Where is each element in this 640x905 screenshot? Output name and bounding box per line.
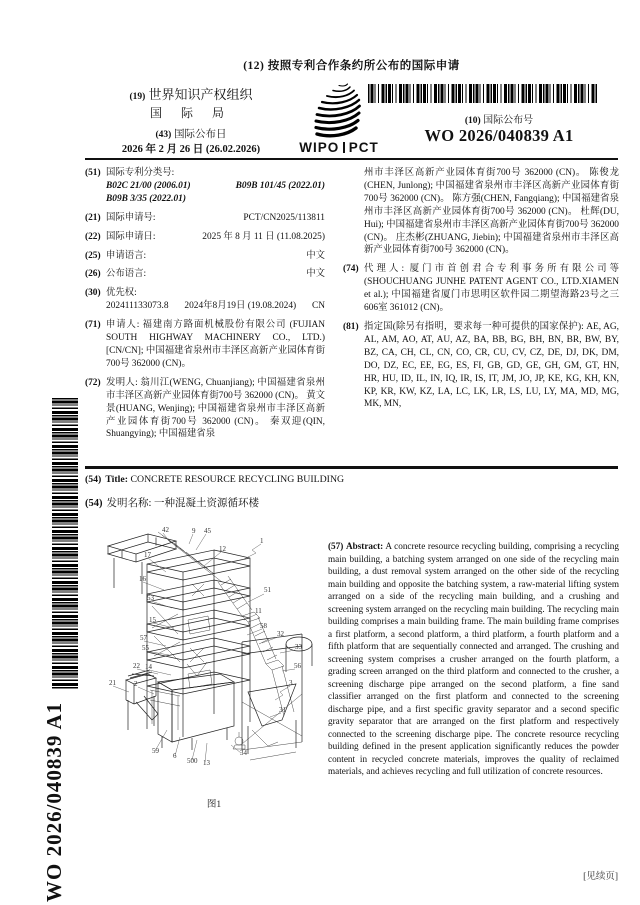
title-zh-value: 一种混凝土资源循环楼	[154, 498, 260, 509]
field-code-54: (54)	[85, 498, 103, 509]
field-applicant	[85, 319, 325, 371]
figure-label: 31	[279, 706, 286, 714]
title-zh-label: 发明名称:	[106, 498, 152, 509]
title-en-value: CONCRETE RESOURCE RECYCLING BUILDING	[130, 474, 345, 485]
figure-label: 9	[192, 527, 196, 535]
ipc-class-1: B02C 21/00 (2006.01)	[106, 180, 191, 191]
field-code: (30)	[85, 288, 101, 299]
field-code-43: (43)	[155, 130, 172, 140]
figure-label: 11	[255, 607, 262, 615]
field-code: (72)	[85, 377, 101, 388]
figure-label: 59	[152, 747, 159, 755]
agent-text: 代理人: 厦门市首创君合专利事务所有限公司等(SHOUCHUANG JUNHE PATENT AGENT CO., LTD.XIAMEN et al.); 中国福建省厦门市思明区软件园二期望海路23号之三606室 361012 (CN)。	[364, 264, 619, 314]
figure-label: 6	[173, 752, 177, 760]
figure-label: 45	[204, 527, 211, 535]
filing-date-value: 2025 年 8 月 11 日 (11.08.2025)	[202, 231, 325, 242]
wipo-pct-wordmark	[287, 140, 391, 155]
ipc-label: 国际专利分类号:	[106, 168, 175, 178]
field-code: (21)	[85, 212, 101, 223]
field-code: (22)	[85, 231, 101, 242]
biblio-right-column	[343, 167, 619, 417]
figure-label: 53	[147, 594, 154, 602]
field-code: (26)	[85, 269, 101, 280]
figure-label: 22	[133, 662, 140, 670]
figure-label: 16	[139, 575, 146, 583]
field-code: (81)	[343, 321, 359, 332]
biblio-left-column	[85, 167, 325, 447]
continuation-note: [见续页]	[583, 872, 618, 882]
filing-date-label: 国际申请日:	[106, 231, 156, 242]
field-code-19: (19)	[129, 92, 146, 102]
pub-language-label: 公布语言:	[106, 269, 147, 280]
figure-label: 14	[145, 663, 152, 671]
filing-language-label: 申请语言:	[106, 250, 147, 261]
patent-figure	[92, 524, 336, 804]
field-code: (51)	[85, 168, 101, 178]
figure-label: 56	[294, 662, 301, 670]
figure-label: 17	[144, 551, 151, 559]
figure-label: 1	[260, 537, 264, 545]
field-code-57: (57)	[328, 541, 344, 551]
field-inventors	[85, 377, 325, 442]
figure-label: 57	[140, 634, 147, 642]
title-english-line	[85, 474, 618, 485]
field-priority	[85, 287, 325, 313]
applicant-text: 申请人: 福建南方路面机械股份有限公司 (FUJIAN SOUTH HIGHWAY MACHINERY CO., LTD.) [CN/CN]; 中国福建省泉州市丰泽区高新产业园体育街700号 362000 (CN)。	[106, 320, 325, 369]
field-filing-date	[85, 231, 325, 244]
org-name: 世界知识产权组织	[148, 87, 253, 102]
side-publication-number: WO 2026/040839 A1	[42, 701, 66, 902]
priority-date: 2024年8月19日 (19.08.2024)	[184, 301, 297, 312]
figure-label: 12	[219, 545, 226, 553]
field-code: (74)	[343, 264, 359, 275]
figure-label: 33	[295, 643, 302, 651]
logo-separator	[343, 142, 345, 153]
org-bureau: 国 际 局	[149, 106, 232, 120]
title-en-label: Title:	[105, 474, 129, 485]
publication-type-line: (12) 按照专利合作条约所公布的国际申请	[243, 60, 460, 72]
pub-number-label-line	[400, 111, 598, 126]
figure-label: 500	[187, 757, 198, 765]
figure-caption: 图1	[206, 800, 222, 810]
pub-number-label: 国际公布号	[483, 115, 534, 126]
filing-language-value: 中文	[306, 250, 325, 261]
org-name-line	[96, 84, 286, 103]
figure-label: 3	[289, 679, 293, 687]
field-code-10: (10)	[464, 116, 481, 126]
pub-language-value: 中文	[306, 269, 325, 280]
figure-label: 42	[162, 526, 169, 534]
figure-label: 51	[264, 586, 271, 594]
logo-wipo-text: WIPO	[299, 140, 340, 155]
priority-number: 202411133073.8	[106, 301, 169, 312]
abstract-text: A concrete resource recycling building, comprising a recycling main building, a batching system arranged on one side of the recycling main building, a dust removal system arranged on the other side of the recycling main building and opposite the batching system, a raw-material lifting system arranged on a side of the recycling main building, and a crushing and screening system arranged on the recycling main building. The recycling main building comprises a main building frame. The main building frame comprises a first platform, a second platform, a third platform, a fourth platform and a fifth platform that are sequentially connected and arranged. The crushing and screening system comprises a crusher arranged on the fourth platform, a grading screen arranged on the third platform and connected to the crusher, a screening discharge pipe arranged on the second platform, a fine sand classifier arranged on the first platform and connected to the screening discharge pipe, and a first specific gravity separator and a second specific gravity separator that are arranged on the first platform and respectively connected to the screening discharge pipe. The concrete resource recycling building defined in the present application significantly reduces the powder content in recycled concrete materials, improves the quality of reclaimed materials, and achieves recycling and full utilization of concrete resources.	[328, 541, 619, 776]
field-code: (25)	[85, 250, 101, 261]
figure-label: 21	[109, 679, 116, 687]
title-divider	[85, 466, 618, 469]
field-filing-language	[85, 250, 325, 263]
pub-date-value: 2026 年 2 月 26 日 (26.02.2026)	[121, 144, 261, 155]
priority-country: CN	[311, 301, 325, 312]
vertical-barcode-icon	[52, 398, 78, 689]
app-number-value: PCT/CN2025/113811	[243, 212, 325, 223]
publication-number: WO 2026/040839 A1	[424, 126, 574, 145]
figure-label: 58	[260, 622, 267, 630]
field-agent	[343, 263, 619, 315]
pub-date-label: 国际公布日	[173, 129, 227, 140]
field-designated-states	[343, 321, 619, 411]
org-block	[96, 84, 286, 121]
abstract-label: Abstract:	[345, 541, 384, 551]
inventors-text: 发明人: 翁川江(WENG, Chuanjiang); 中国福建省泉州市丰泽区高新产业园体育街700号 362000 (CN)。 黄文景(HUANG, Wenjing); 中国福建省泉州市丰泽区高新产业园体育街700号 362000 (CN)。 秦双迎(QIN, Shuangying); 中国福建省泉	[106, 377, 325, 440]
figure-label: 34	[240, 749, 247, 757]
designated-states-text: 指定国(除另有指明，要求每一种可提供的国家保护): AE, AG, AL, AM, AO, AT, AU, AZ, BA, BB, BG, BH, BN, BR, BW, BY, BZ, CA, CH, CL, CN, CO, CR, CU, CV, CZ, DE, DJ, DK, DM, DO, DZ, EC, EE, EG, ES, FI, GB, GD, GE, GH, GM, GT, HN, HR, HU, ID, IL, IN, IQ, IR, IS, IT, JM, JO, JP, KE, KG, KH, KN, KP, KR, KW, KZ, LA, LC, LK, LR, LS, LU, LY, MA, MD, MG, MK, MN,	[364, 321, 619, 410]
figure-drawing	[92, 524, 336, 804]
field-publication-language	[85, 268, 325, 281]
header-divider	[85, 158, 618, 160]
pub-date-label-line	[96, 126, 286, 141]
title-chinese-line	[85, 495, 618, 510]
figure-label: 32	[277, 630, 284, 638]
field-application-number	[85, 212, 325, 225]
figure-label: 55	[142, 644, 149, 652]
figure-label: 2	[134, 680, 138, 688]
ipc-class-2: B09B 101/45 (2022.01)	[235, 180, 325, 191]
app-number-label: 国际申请号:	[106, 212, 156, 223]
field-ipc	[85, 167, 325, 206]
logo-pct-text: PCT	[348, 140, 379, 155]
field-code-54: (54)	[85, 474, 102, 485]
figure-label: 15	[149, 616, 156, 624]
top-barcode-icon	[368, 84, 598, 103]
figure-reference-labels	[109, 526, 303, 767]
field-code: (71)	[85, 320, 101, 331]
ipc-class-3: B09B 3/35 (2022.01)	[106, 193, 186, 204]
priority-label: 优先权:	[106, 288, 137, 299]
inventors-continuation: 州市丰泽区高新产业园体育街700号 362000 (CN)。 陈俊龙(CHEN, Junlong); 中国福建省泉州市丰泽区高新产业园体育街700号 362000 (CN)。 陈方强(CHEN, Fangqiang); 中国福建省泉州市丰泽区高新产业园体育街700号 362000 (CN)。 杜辉(DU, Hui); 中国福建省泉州市丰泽区高新产业园体育街700号 362000 (CN)。 庄杰彬(ZHUANG, Jiebin); 中国福建省泉州市丰泽区高新产业园体育街700号 362000 (CN)。	[364, 168, 619, 256]
figure-label: 13	[203, 759, 210, 767]
abstract-block	[328, 540, 619, 778]
